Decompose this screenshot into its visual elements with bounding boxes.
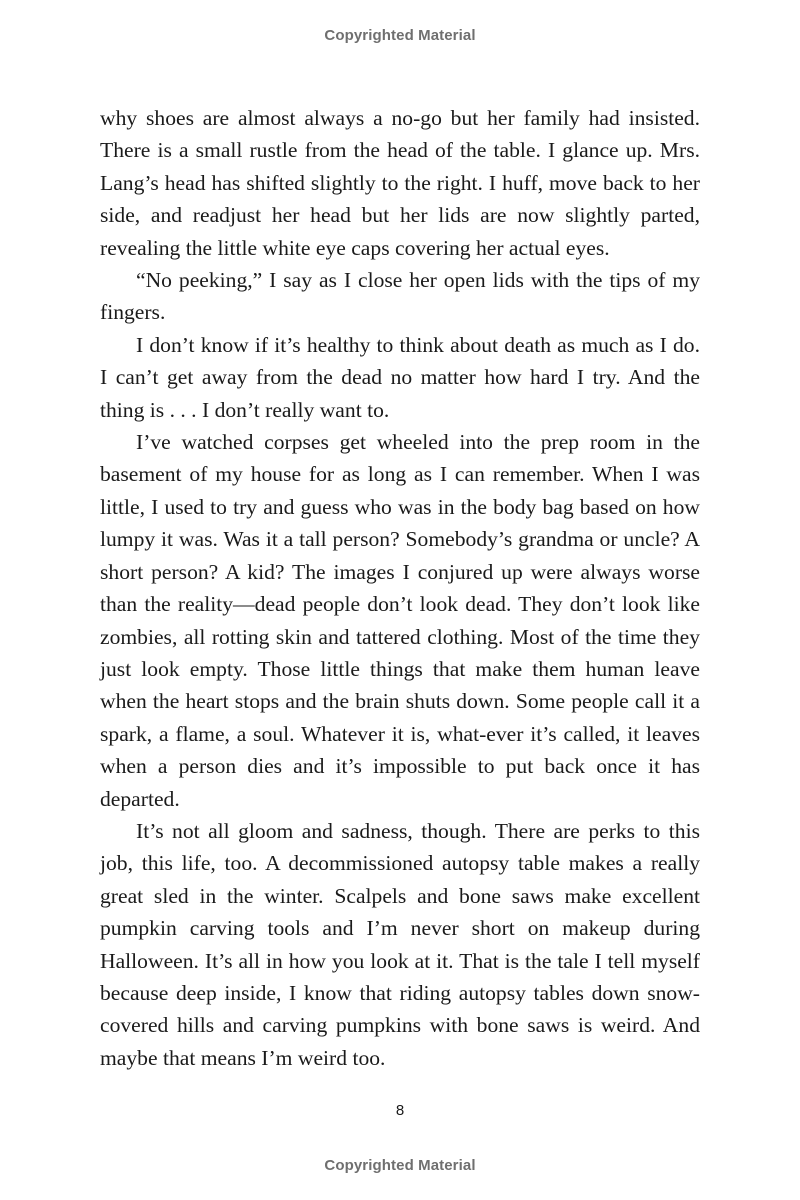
- paragraph-perks: It’s not all gloom and sadness, though. There are perks to this job, this life, too. A decommissioned autopsy table makes a really great sled in the winter. Scalpels and bone saws make excellent pumpkin carving tools and I’m never short on makeup during Halloween. It’s all in how you look at it. That is the tale I tell myself because deep inside, I know that riding autopsy tables down snow-covered hills and carving pumpkins with bone saws is weird. And maybe that means I’m weird too.: [100, 818, 700, 1070]
- paragraph-continued: why shoes are almost always a no-go but her family had insisted. There is a small rustle from the head of the table. I glance up. Mrs. Lang’s head has shifted slightly to the right. I huff, move back to her side, and readjust her head but her lids are now slightly parted, revealing the little white eye caps covering her actual eyes.: [100, 106, 700, 260]
- copyright-watermark-top: Copyrighted Material: [324, 27, 476, 44]
- copyright-watermark-bottom: Copyrighted Material: [324, 1157, 476, 1174]
- paragraph-corpses: I’ve watched corpses get wheeled into the prep room in the basement of my house for as long as I can remember. When I was little, I used to try and guess who was in the body bag based on how lumpy it was. Was it a tall person? Somebody’s grandma or uncle? A short person? A kid? The images I conjured up were always worse than the reality—dead people don’t look dead. They don’t look like zombies, all rotting skin and tattered clothing. Most of the time they just look empty. Those little things that make them human leave when the heart stops and the brain shuts down. Some people call it a spark, a flame, a soul. Whatever it is, what-ever it’s called, it leaves when a person dies and it’s impossible to put back once it has departed.: [100, 430, 700, 811]
- page-number: 8: [395, 1102, 405, 1119]
- body-text: [100, 102, 700, 1074]
- paragraph-dialogue: “No peeking,” I say as I close her open lids with the tips of my fingers.: [100, 268, 700, 325]
- paragraph-death: I don’t know if it’s healthy to think about death as much as I do. I can’t get away from the dead no matter how hard I try. And the thing is . . . I don’t really want to.: [100, 332, 700, 422]
